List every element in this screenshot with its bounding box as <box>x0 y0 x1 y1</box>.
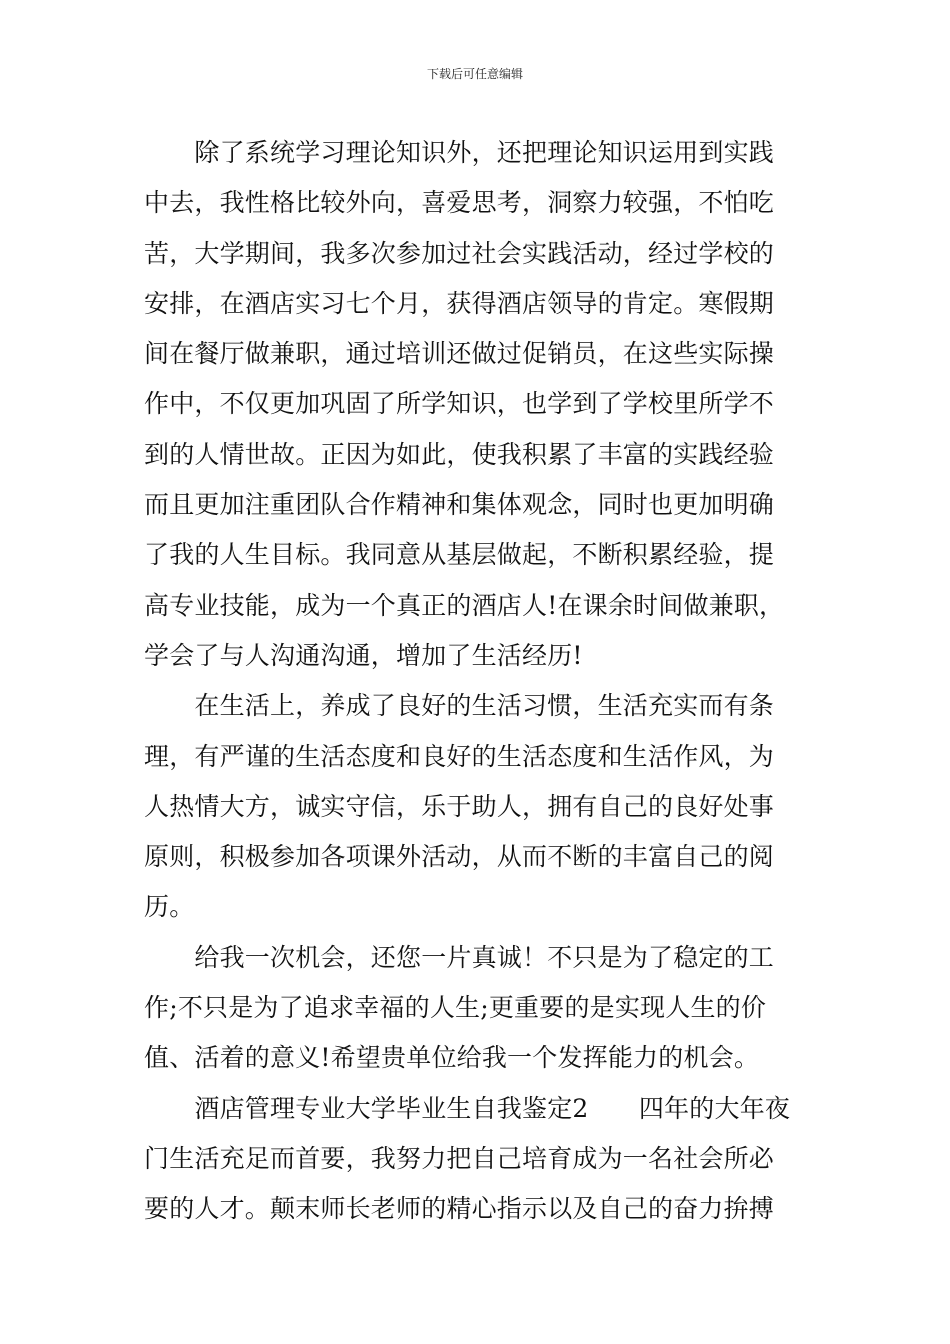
text-line: 高专业技能，成为一个真正的酒店人!在课余时间做兼职， <box>144 590 785 620</box>
text-line: 而且更加注重团队合作精神和集体观念，同时也更加明确 <box>144 490 775 520</box>
text-line: 了我的人生目标。我同意从基层做起，不断积累经验，提 <box>144 540 775 570</box>
text-line: 中去，我性格比较外向，喜爱思考，洞察力较强，不怕吃 <box>144 188 775 218</box>
text-line: 苦，大学期间，我多次参加过社会实践活动，经过学校的 <box>144 238 775 268</box>
text-line: 值、活着的意义!希望贵单位给我一个发挥能力的机会。 <box>144 1043 760 1073</box>
text-line: 要的人才。颠末师长老师的精心指示以及自己的奋力拚搏 <box>144 1194 775 1224</box>
text-line: 学会了与人沟通沟通，增加了生活经历! <box>144 640 583 670</box>
text-line: 门生活充足而首要，我努力把自己培育成为一名社会所必 <box>144 1143 775 1173</box>
text-line: 人热情大方，诚实守信，乐于助人，拥有自己的良好处事 <box>144 791 775 821</box>
text-line: 历。 <box>144 892 195 922</box>
text-line: 在生活上，养成了良好的生活习惯，生活充实而有条 <box>144 691 775 721</box>
text-line: 作;不只是为了追求幸福的人生;更重要的是实现人生的价 <box>144 993 767 1023</box>
text-line: 间在餐厅做兼职，通过培训还做过促销员，在这些实际操 <box>144 339 775 369</box>
page-header: 下载后可任意编辑 <box>426 67 523 81</box>
text-line: 作中，不仅更加巩固了所学知识，也学到了学校里所学不 <box>144 389 775 419</box>
text-line: 给我一次机会，还您一片真诚！不只是为了稳定的工 <box>144 942 775 972</box>
text-line: 理，有严谨的生活态度和良好的生活态度和生活作风，为 <box>144 741 775 771</box>
text-line: 到的人情世故。正因为如此，使我积累了丰富的实践经验 <box>144 439 775 469</box>
document-body <box>144 128 824 1235</box>
text-line: 安排，在酒店实习七个月，获得酒店领导的肯定。寒假期 <box>144 288 775 318</box>
text-line: 除了系统学习理论知识外，还把理论知识运用到实践 <box>144 138 775 167</box>
text-line: 酒店管理专业大学毕业生自我鉴定2 四年的大年夜 <box>144 1093 791 1123</box>
text-line: 原则，积极参加各项课外活动，从而不断的丰富自己的阅 <box>144 842 775 872</box>
